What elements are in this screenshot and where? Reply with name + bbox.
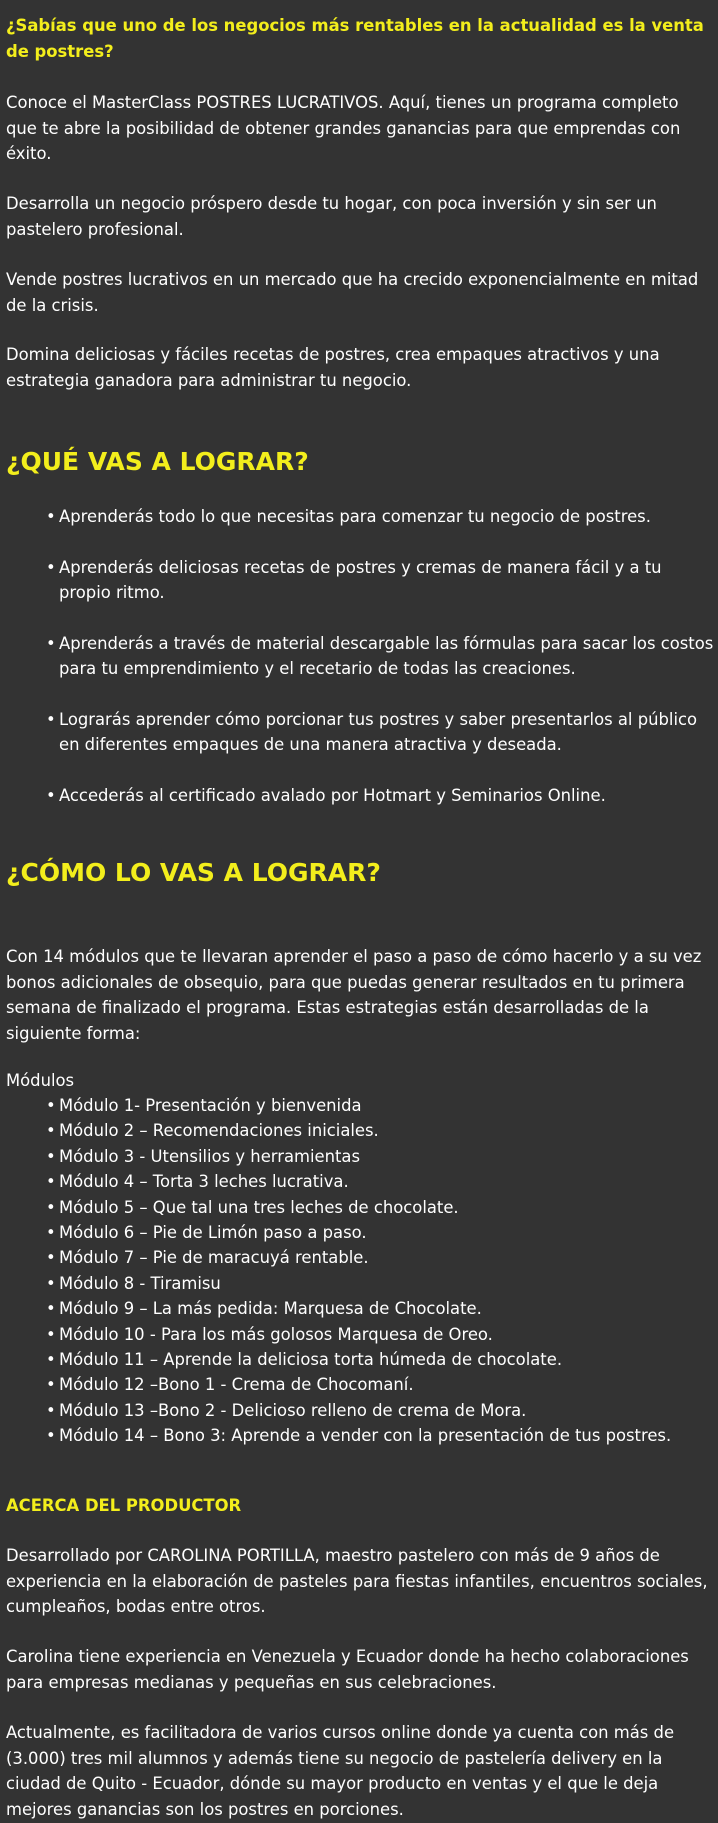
module-item: • Módulo 11 – Aprende la deliciosa torta húmeda de chocolate. [46, 1347, 714, 1372]
intro-lead: ¿Sabías que uno de los negocios más rentables en la actualidad es la venta de postres? [6, 16, 704, 61]
goals-heading: ¿QUÉ VAS A LOGRAR? [6, 447, 309, 476]
producer-paragraph-1: Desarrollado por CAROLINA PORTILLA, maestro pastelero con más de 9 años de experiencia en la elaboración de pasteles para fiestas infantiles, encuentros sociales, cumpleaños, bodas entre otros. [6, 1546, 708, 1616]
module-item: • Módulo 2 – Recomendaciones iniciales. [46, 1118, 714, 1143]
producer-heading: ACERCA DEL PRODUCTOR [6, 1496, 242, 1515]
goal-item: • Accederás al certificado avalado por Hotmart y Seminarios Online. [46, 783, 714, 809]
module-item: • Módulo 5 – Que tal una tres leches de chocolate. [46, 1195, 714, 1220]
how-heading: ¿CÓMO LO VAS A LOGRAR? [6, 858, 381, 887]
module-item: • Módulo 3 - Utensilios y herramientas [46, 1144, 714, 1169]
goal-item: • Aprenderás a través de material descargable las fórmulas para sacar los costos para tu emprendimiento y el recetario de todas las creaciones. [46, 631, 714, 682]
goal-item: • Lograrás aprender cómo porcionar tus postres y saber presentarlos al público en diferentes empaques de una manera atractiva y deseada. [46, 707, 714, 758]
intro-paragraph-3: Vende postres lucrativos en un mercado que ha crecido exponencialmente en mitad de la crisis. [6, 270, 699, 315]
module-item: • Módulo 12 –Bono 1 - Crema de Chocomaní. [46, 1372, 714, 1397]
modules-list [46, 1093, 714, 1449]
goals-list [46, 504, 714, 833]
modules-label: Módulos [6, 1071, 75, 1090]
producer-paragraph-3: Actualmente, es facilitadora de varios cursos online donde ya cuenta con más de (3.000) tres mil alumnos y además tiene su negocio de pastelería delivery en la ciudad de Quito - Ecuador, dónde su mayor producto en ventas y el que le deja mejores ganancias son los postres en porciones. [6, 1723, 675, 1819]
how-paragraph: Con 14 módulos que te llevaran aprender el paso a paso de cómo hacerlo y a su vez bonos adicionales de obsequio, para que puedas generar resultados en tu primera semana de finalizado el programa. Estas estrategias están desarrolladas de la siguiente forma: [6, 947, 702, 1043]
goal-item: • Aprenderás deliciosas recetas de postres y cremas de manera fácil y a tu propio ritmo. [46, 555, 714, 606]
intro-paragraph-1: Conoce el MasterClass POSTRES LUCRATIVOS. Aquí, tienes un programa completo que te abre la posibilidad de obtener grandes ganancias para que emprendas con éxito. [6, 93, 681, 163]
module-item: • Módulo 4 – Torta 3 leches lucrativa. [46, 1169, 714, 1194]
intro-paragraph-4: Domina deliciosas y fáciles recetas de postres, crea empaques atractivos y una estrategia ganadora para administrar tu negocio. [6, 345, 660, 390]
producer-paragraph-2: Carolina tiene experiencia en Venezuela y Ecuador donde ha hecho colaboraciones para empresas medianas y pequeñas en sus celebraciones. [6, 1647, 689, 1692]
module-item: • Módulo 1- Presentación y bienvenida [46, 1093, 714, 1118]
goal-item: • Aprenderás todo lo que necesitas para comenzar tu negocio de postres. [46, 504, 714, 530]
module-item: • Módulo 7 – Pie de maracuyá rentable. [46, 1245, 714, 1270]
module-item: • Módulo 10 - Para los más golosos Marquesa de Oreo. [46, 1322, 714, 1347]
module-item: • Módulo 8 - Tiramisu [46, 1271, 714, 1296]
module-item: • Módulo 6 – Pie de Limón paso a paso. [46, 1220, 714, 1245]
module-item: • Módulo 9 – La más pedida: Marquesa de Chocolate. [46, 1296, 714, 1321]
intro-paragraph-2: Desarrolla un negocio próspero desde tu hogar, con poca inversión y sin ser un pastelero profesional. [6, 194, 657, 239]
module-item: • Módulo 13 –Bono 2 - Delicioso relleno de crema de Mora. [46, 1398, 714, 1423]
module-item: • Módulo 14 – Bono 3: Aprende a vender con la presentación de tus postres. [46, 1423, 714, 1448]
